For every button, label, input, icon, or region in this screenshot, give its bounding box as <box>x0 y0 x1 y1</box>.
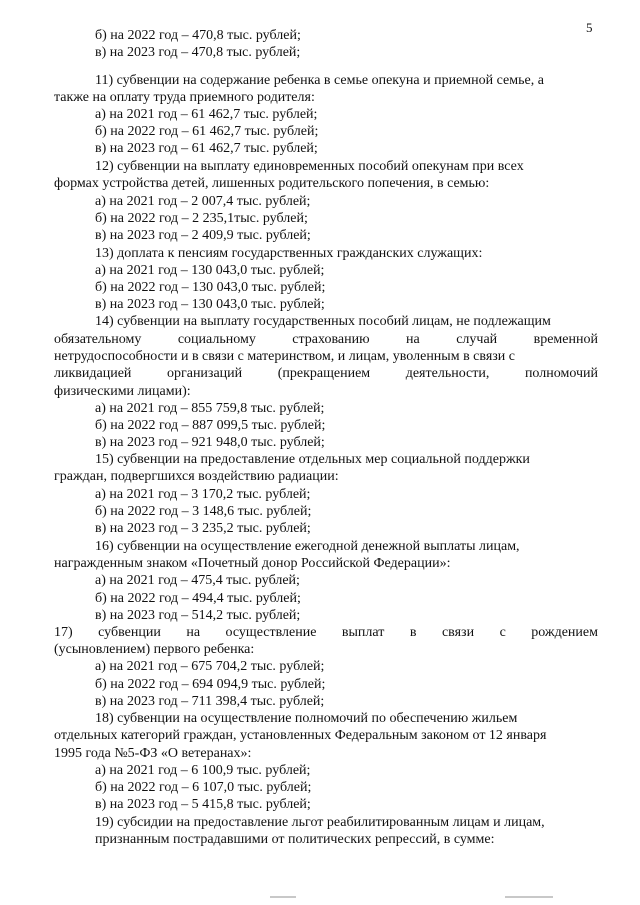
justified-word: (прекращением <box>277 366 371 381</box>
text-line: признанным пострадавшими от политических репрессий, в сумме: <box>95 832 495 847</box>
text-line: в) на 2023 год – 514,2 тыс. рублей; <box>95 608 301 623</box>
justified-word: осуществление <box>225 625 317 640</box>
text-line: в) на 2023 год – 2 409,9 тыс. рублей; <box>95 228 311 243</box>
text-line: отдельных категорий граждан, установленных Федеральным законом от 12 января <box>54 728 547 743</box>
text-line: б) на 2022 год – 3 148,6 тыс. рублей; <box>95 504 312 519</box>
text-line: формах устройства детей, лишенных родительского попечения, в семью: <box>54 176 490 191</box>
text-line: а) на 2021 год – 475,4 тыс. рублей; <box>95 573 300 588</box>
text-line: в) на 2023 год – 711 398,4 тыс. рублей; <box>95 694 325 709</box>
justified-word: с <box>499 625 506 640</box>
justified-word: на <box>186 625 201 640</box>
text-line: б) на 2022 год – 494,4 тыс. рублей; <box>95 591 301 606</box>
text-line: а) на 2021 год – 3 170,2 тыс. рублей; <box>95 487 311 502</box>
text-line <box>54 624 598 641</box>
text-line: б) на 2022 год – 694 094,9 тыс. рублей; <box>95 677 326 692</box>
justified-word: социальному <box>177 332 256 347</box>
text-line: в) на 2023 год – 5 415,8 тыс. рублей; <box>95 797 311 812</box>
text-line: б) на 2022 год – 130 043,0 тыс. рублей; <box>95 280 326 295</box>
justified-word: в <box>409 625 417 640</box>
text-line <box>54 365 598 382</box>
justified-word: субвенции <box>98 625 161 640</box>
text-line: 13) доплата к пенсиям государственных гражданских служащих: <box>95 246 483 261</box>
text-line: а) на 2021 год – 6 100,9 тыс. рублей; <box>95 763 311 778</box>
text-line: 15) субвенции на предоставление отдельных мер социальной поддержки <box>95 452 530 467</box>
text-line: нетрудоспособности и в связи с материнством, и лицам, уволенным в связи с <box>54 349 515 364</box>
text-line: 19) субсидии на предоставление льгот реабилитированным лицам и лицам, <box>95 815 545 830</box>
text-line: 16) субвенции на осуществление ежегодной денежной выплаты лицам, <box>95 539 520 554</box>
justified-word: страхованию <box>292 332 370 347</box>
justified-word: деятельности, <box>405 366 490 381</box>
text-line: в) на 2023 год – 130 043,0 тыс. рублей; <box>95 297 325 312</box>
text-line: а) на 2021 год – 61 462,7 тыс. рублей; <box>95 107 318 122</box>
text-line: 1995 года №5-ФЗ «О ветеранах»: <box>54 746 252 761</box>
text-line: б) на 2022 год – 61 462,7 тыс. рублей; <box>95 124 319 139</box>
justified-word: обязательному <box>54 332 142 347</box>
justified-word: рождением <box>531 625 598 640</box>
justified-word: связи <box>441 625 475 640</box>
text-line: а) на 2021 год – 855 759,8 тыс. рублей; <box>95 401 325 416</box>
text-line: б) на 2022 год – 470,8 тыс. рублей; <box>95 28 301 43</box>
justified-word: на <box>406 332 420 347</box>
text-line: в) на 2023 год – 921 948,0 тыс. рублей; <box>95 435 325 450</box>
justified-word: ликвидацией <box>54 366 132 381</box>
text-line: (усыновлением) первого ребенка: <box>54 642 255 657</box>
text-line: 18) субвенции на осуществление полномочий по обеспечению жильем <box>95 711 518 726</box>
text-line: 14) субвенции на выплату государственных пособий лицам, не подлежащим <box>95 314 551 329</box>
text-line: граждан, подвергшихся воздействию радиации: <box>54 469 339 484</box>
justified-word: выплат <box>341 625 385 640</box>
text-line: в) на 2023 год – 3 235,2 тыс. рублей; <box>95 521 311 536</box>
text-line: также на оплату труда приемного родителя: <box>54 90 315 105</box>
scan-artifact <box>505 896 553 898</box>
justified-word: временной <box>533 332 598 347</box>
page-number: 5 <box>586 20 593 35</box>
text-line: б) на 2022 год – 887 099,5 тыс. рублей; <box>95 418 326 433</box>
text-line: награжденным знаком «Почетный донор Российской Федерации»: <box>54 556 451 571</box>
justified-word: случай <box>456 332 498 347</box>
text-line: б) на 2022 год – 6 107,0 тыс. рублей; <box>95 780 312 795</box>
scan-artifact <box>270 896 296 898</box>
text-line: а) на 2021 год – 675 704,2 тыс. рублей; <box>95 659 325 674</box>
justified-word: организаций <box>166 366 243 381</box>
text-line: физическими лицами): <box>54 384 191 399</box>
text-line: 11) субвенции на содержание ребенка в семье опекуна и приемной семье, а <box>95 73 544 88</box>
text-line: 12) субвенции на выплату единовременных пособий опекунам при всех <box>95 159 524 174</box>
justified-word: 17) <box>54 625 73 640</box>
text-line: б) на 2022 год – 2 235,1тыс. рублей; <box>95 211 308 226</box>
text-line: а) на 2021 год – 130 043,0 тыс. рублей; <box>95 263 325 278</box>
text-line: а) на 2021 год – 2 007,4 тыс. рублей; <box>95 194 311 209</box>
text-line <box>54 331 598 348</box>
text-line: в) на 2023 год – 470,8 тыс. рублей; <box>95 45 301 60</box>
justified-word: полномочий <box>524 366 598 381</box>
text-line: в) на 2023 год – 61 462,7 тыс. рублей; <box>95 141 318 156</box>
